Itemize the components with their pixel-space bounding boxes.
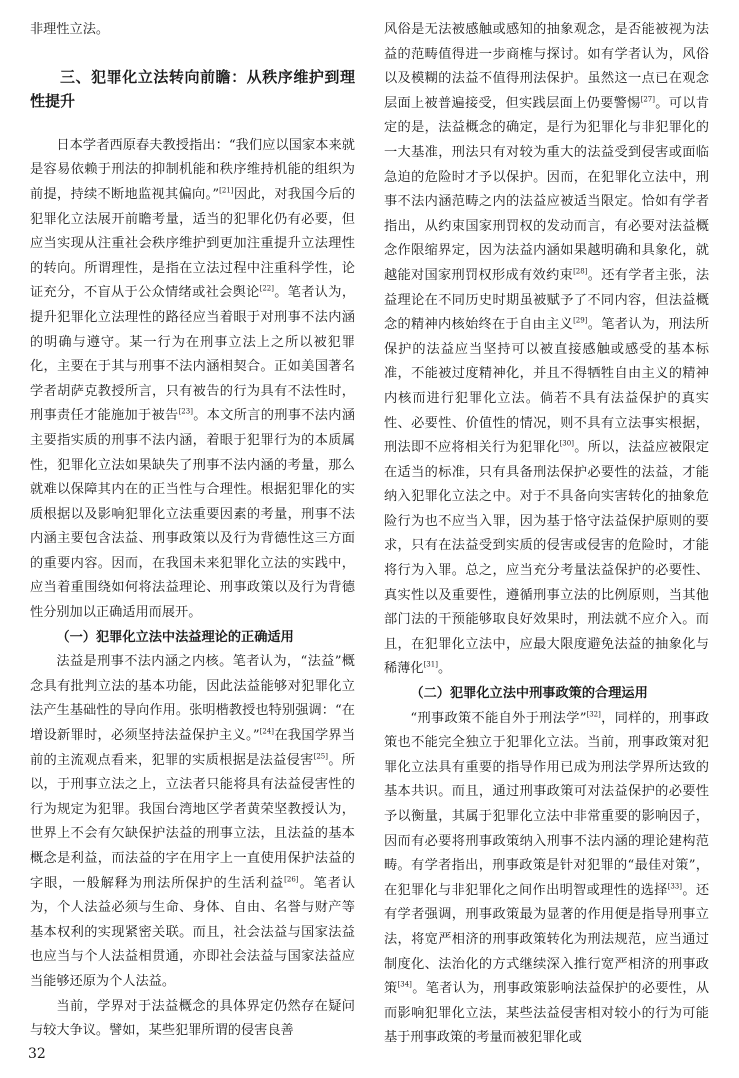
citation-32: [32] bbox=[586, 710, 601, 719]
citation-26: [26] bbox=[284, 875, 299, 884]
subsection-1-title: （一）犯罪化立法中法益理论的正确适用 bbox=[56, 629, 294, 645]
citation-33: [33] bbox=[667, 882, 682, 891]
section-title: 三、犯罪化立法转向前瞻：从秩序维护到理性提升 bbox=[30, 67, 355, 111]
citation-27: [27] bbox=[640, 95, 655, 104]
intro-paragraph: 日本学者西原春夫教授指出：“我们应以国家本来就是容易依赖于刑法的抑制机能和秩序维持机能的组织为前提，持续不断地监视其偏向。”[21]因此，对我国今后的犯罪化立法展开前瞻考量，适当的犯罪化仍有必要，但应当实现从注重社会秩序维护到更加注重提升立法理性的转向。所谓理性，是指在立法过程中注重科学性，论证充分，不盲从于公众情绪或社会舆论[22]。笔者认为，提升犯罪化立法理性的路径应当着眼于对刑事不法内涵的明确与遵守。某一行为在刑事立法上之所以被犯罪化，主要在于其与刑事不法内涵相契合。正如美国著名学者胡萨克教授所言，只有被告的行为具有不法性时，刑事责任才能施加于被告[23]。本文所言的刑事不法内涵主要指实质的刑事不法内涵，着眼于犯罪行为的本质属性，犯罪化立法如果缺失了刑事不法内涵的考量，那么就难以保障其内在的正当性与合理性。根据犯罪化的实质根据以及影响犯罪化立法重要因素的考量，刑事不法内涵主要包含法益、刑事政策以及行为背德性这三方面的重要内容。因而，在我国未来犯罪化立法的实践中，应当着重围绕如何将法益理论、刑事政策以及行为背德性分别加以正确适用而展开。 bbox=[30, 137, 355, 621]
citation-31: [31] bbox=[423, 661, 438, 670]
citation-34: [34] bbox=[397, 980, 412, 989]
subsection-2-title: （二）犯罪化立法中刑事政策的合理运用 bbox=[410, 686, 648, 702]
subsection-2-paragraph-1: “刑事政策不能自外于刑法学”[32]，同样的，刑事政策也不能完全独立于犯罪化立法。当前，刑事政策对犯罪化立法具有重要的指导作用已成为刑法学界所达致的基本共识。而且，通过刑事政策可对法益保护的必要性予以衡量，其属于犯罪化立法中非常重要的影响因子，因而有必要将刑事政策纳入刑事不法内涵的理论建构范畴。有学者指出，刑事政策是针对犯罪的“最佳对策”，在犯罪化与非犯罪化之间作出明智或理性的选择[33]。还有学者强调，刑事政策最为显著的作用便是指导刑事立法，将宽严相济的刑事政策转化为刑法规范，应当通过制度化、法治化的方式继续深入推行宽严相济的刑事政策[34]。笔者认为，刑事政策影响法益保护的必要性，从而影响犯罪化立法，某些法益侵害相对较小的行为可能基于刑事政策的考量而被犯罪化或 bbox=[384, 710, 709, 1046]
citation-25: [25] bbox=[313, 752, 328, 761]
page-number: 32 bbox=[28, 1046, 46, 1062]
citation-22: [22] bbox=[259, 284, 274, 293]
citation-30: [30] bbox=[559, 439, 574, 448]
citation-21: [21] bbox=[219, 186, 234, 195]
right-column bbox=[384, 18, 709, 1048]
left-column bbox=[30, 18, 355, 1048]
carry-over-text: 非理性立法。 bbox=[30, 22, 110, 37]
continued-paragraph: 风俗是无法被感触或感知的抽象观念，是否能被视为法益的范畴值得进一步商榷与探讨。如有学者认为，风俗以及模糊的法益不值得刑法保护。虽然这一点已在观念层面上被普遍接受，但实践层面上仍要警惕[27]。可以肯定的是，法益概念的确定，是行为犯罪化与非犯罪化的一大基准，刑法只有对较为重大的法益受到侵害或面临急迫的危险时才予以保护。因而，在犯罪化立法中，刑事不法内涵范畴之内的法益应被适当限定。恰如有学者指出，从约束国家刑罚权的发动而言，有必要对法益概念作限缩界定，因为法益内涵如果越明确和具象化，就越能对国家刑罚权形成有效约束[28]。还有学者主张，法益理论在不同历史时期虽被赋予了不同内容，但法益概念的精神内核始终在于自由主义[29]。笔者认为，刑法所保护的法益应当坚持可以被直接感触或感受的基本标准，不能被过度精神化，并且不得牺牲自由主义的精神内核而进行犯罪化立法。倘若不具有法益保护的真实性、必要性、价值性的情况，则不具有立法事实根据，刑法即不应将相关行为犯罪化[30]。所以，法益应被限定在适当的标准，只有具备刑法保护必要性的法益，才能纳入犯罪化立法之中。对于不具备向实害转化的抽象危险行为也不应当入罪，因为基于恪守法益保护原则的要求，只有在法益受到实质的侵害或侵害的危险时，才能将行为入罪。总之，应当充分考量法益保护的必要性、真实性以及重要性，遵循刑事立法的比例原则，当其他部门法的干预能够取良好效果时，刑法就不应介入。而且，在犯罪化立法中，应最大限度避免法益的抽象化与稀薄化[31]。 bbox=[384, 22, 709, 677]
citation-24: [24] bbox=[259, 727, 275, 736]
subsection-1-paragraph-1: 法益是刑事不法内涵之内核。笔者认为，“法益”概念具有批判立法的基本功能，因此法益能够对犯罪化立法产生基础性的导向作用。张明楷教授也特别强调：“在增设新罪时，必须坚持法益保护主义。”[24]在我国学界当前的主流观点看来，犯罪的实质根据是法益侵害[25]。所以，于刑事立法之上，立法者只能将具有法益侵害性的行为规定为犯罪。我国台湾地区学者黄荣坚教授认为，世界上不会有欠缺保护法益的刑事立法，且法益的基本概念是利益，而法益的字在用字上一直使用保护法益的字眼，一般解释为刑法所保护的生活利益[26]。笔者认为，个人法益必须与生命、身体、自由、名誉与财产等基本权利的实现紧密关联。而且，社会法益与国家法益也应当与个人法益相贯通，亦即社会法益与国家法益应当能够还原为个人法益。 bbox=[30, 654, 355, 989]
citation-29: [29] bbox=[573, 316, 588, 325]
citation-28: [28] bbox=[573, 267, 588, 276]
subsection-1-paragraph-2: 当前，学界对于法益概念的具体界定仍然存在疑问与较大争议。譬如，某些犯罪所谓的侵害良善 bbox=[30, 998, 355, 1039]
citation-23: [23] bbox=[178, 407, 193, 416]
